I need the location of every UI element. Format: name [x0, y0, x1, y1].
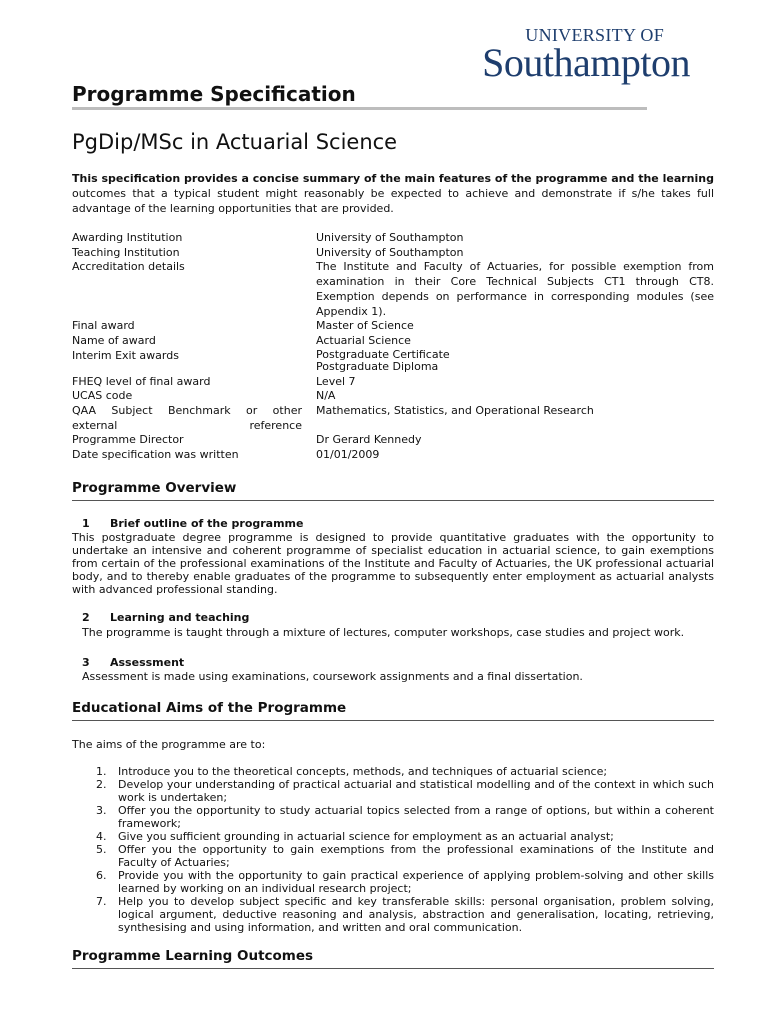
item-number: 4.	[96, 830, 107, 843]
details-row	[72, 231, 714, 246]
heading-divider	[72, 107, 647, 110]
details-value: University of Southampton	[316, 231, 464, 244]
item-text: Help you to develop subject specific and key transferable skills: personal organisation, problem solving, logical argument, deductive reasoning and analysis, abstraction and generalisation, locating, retrieving, synthesising and using information, and written and oral communication.	[118, 895, 714, 934]
details-value: Level 7	[316, 374, 356, 388]
item-number: 1.	[96, 765, 107, 778]
university-logo	[458, 25, 690, 85]
details-row	[72, 334, 714, 349]
details-row	[72, 448, 714, 463]
aims-list	[96, 765, 714, 934]
item-text: Introduce you to the theoretical concepts, methods, and techniques of actuarial science;	[118, 765, 608, 778]
section-programme-overview	[72, 480, 714, 501]
details-row	[72, 349, 714, 375]
item-number: 7.	[96, 895, 107, 908]
subsection-number: 1	[82, 517, 90, 530]
subsection-3	[82, 656, 184, 669]
aims-intro: The aims of the programme are to:	[72, 738, 266, 751]
details-row	[72, 433, 714, 448]
details-label: Awarding Institution	[72, 231, 183, 244]
item-number: 6.	[96, 869, 107, 882]
subsection-title: Learning and teaching	[110, 611, 250, 624]
details-label: FHEQ level of final award	[72, 374, 211, 388]
details-row	[72, 404, 714, 433]
details-row	[72, 260, 714, 319]
list-item	[96, 778, 714, 804]
item-text: Provide you with the opportunity to gain practical experience of applying problem-solving and other skills learned by working on an individual research project;	[118, 869, 714, 895]
details-label: Name of award	[72, 333, 156, 347]
list-item	[96, 869, 714, 895]
details-row	[72, 319, 714, 334]
list-item	[96, 830, 714, 843]
details-value: Mathematics, Statistics, and Operational Research	[316, 404, 594, 418]
subsection-2	[82, 611, 249, 624]
details-value: N/A	[316, 389, 336, 403]
list-item	[96, 895, 714, 934]
item-number: 5.	[96, 843, 107, 856]
subsection-1	[82, 517, 303, 530]
details-row	[72, 389, 714, 404]
section-educational-aims	[72, 700, 714, 721]
item-text: Give you sufficient grounding in actuarial science for employment as an actuarial analyst;	[118, 830, 614, 843]
intro-paragraph	[72, 171, 714, 216]
programme-title: PgDip/MSc in Actuarial Science	[72, 130, 398, 154]
details-row	[72, 375, 714, 390]
details-label: QAA Subject Benchmark or other external reference	[72, 404, 302, 432]
list-item	[96, 765, 714, 778]
logo-line-1: UNIVERSITY OF	[525, 25, 664, 45]
subsection-number: 3	[82, 656, 90, 669]
section-divider	[72, 968, 714, 969]
details-label: Interim Exit awards	[72, 348, 179, 362]
learning-teaching-text: The programme is taught through a mixture of lectures, computer workshops, case studies and project work.	[82, 626, 685, 639]
details-value: The Institute and Faculty of Actuaries, for possible exemption from examination in their Core Technical Subjects CT1 through CT8. Exemption depends on performance in corresponding modules (see Appendix 1).	[316, 260, 714, 318]
section-heading: Educational Aims of the Programme	[72, 700, 347, 716]
details-table	[72, 231, 714, 463]
subsection-title: Assessment	[110, 656, 185, 669]
details-label: Accreditation details	[72, 260, 185, 274]
details-value: 01/01/2009	[316, 448, 380, 462]
details-value: Actuarial Science	[316, 333, 411, 347]
section-divider	[72, 500, 714, 501]
details-row	[72, 246, 714, 261]
outline-paragraph: This postgraduate degree programme is designed to provide quantitative graduates with the opportunity to undertake an intensive and coherent programme of specialist education in actuarial science, to gain exemptions from certain of the professional examinations of the Institute and Faculty of Actuaries, the UK professional actuarial body, and to thereby enable graduates of the programme to subsequently enter employment as actuarial analysts with advanced professional standing.	[72, 531, 714, 596]
logo-line-2: Southampton	[482, 40, 690, 85]
item-text: Offer you the opportunity to gain exemptions from the professional examinations of the Institute and Faculty of Actuaries;	[118, 843, 714, 869]
item-text: Develop your understanding of practical actuarial and statistical modelling and of the context in which such work is undertaken;	[118, 778, 714, 804]
list-item	[96, 804, 714, 830]
item-number: 2.	[96, 778, 107, 791]
details-label: Teaching Institution	[72, 245, 180, 259]
intro-bold: This specification provides a concise summary of the main features of the programme and the learning	[72, 172, 714, 185]
subsection-title: Brief outline of the programme	[110, 517, 304, 530]
list-item	[96, 843, 714, 869]
details-label: UCAS code	[72, 389, 133, 403]
item-text: Offer you the opportunity to study actuarial topics selected from a range of options, but within a coherent framework;	[118, 804, 714, 830]
section-heading: Programme Overview	[72, 480, 237, 496]
details-value: Master of Science	[316, 319, 414, 333]
section-learning-outcomes	[72, 948, 714, 969]
section-heading: Programme Learning Outcomes	[72, 948, 314, 964]
details-label: Final award	[72, 319, 135, 333]
details-label: Date specification was written	[72, 448, 239, 462]
intro-rest: outcomes that a typical student might reasonably be expected to achieve and demonstrate if s/he takes full advantage of the learning opportunities that are provided.	[72, 187, 714, 215]
details-label: Programme Director	[72, 433, 184, 447]
assessment-text: Assessment is made using examinations, coursework assignments and a final dissertation.	[82, 670, 583, 683]
details-value: Postgraduate Certificate Postgraduate Diploma	[316, 347, 450, 373]
item-number: 3.	[96, 804, 107, 817]
details-value: University of Southampton	[316, 245, 464, 259]
details-value: Dr Gerard Kennedy	[316, 433, 422, 447]
section-divider	[72, 720, 714, 721]
document-heading: Programme Specification	[72, 82, 356, 106]
subsection-number: 2	[82, 611, 90, 624]
